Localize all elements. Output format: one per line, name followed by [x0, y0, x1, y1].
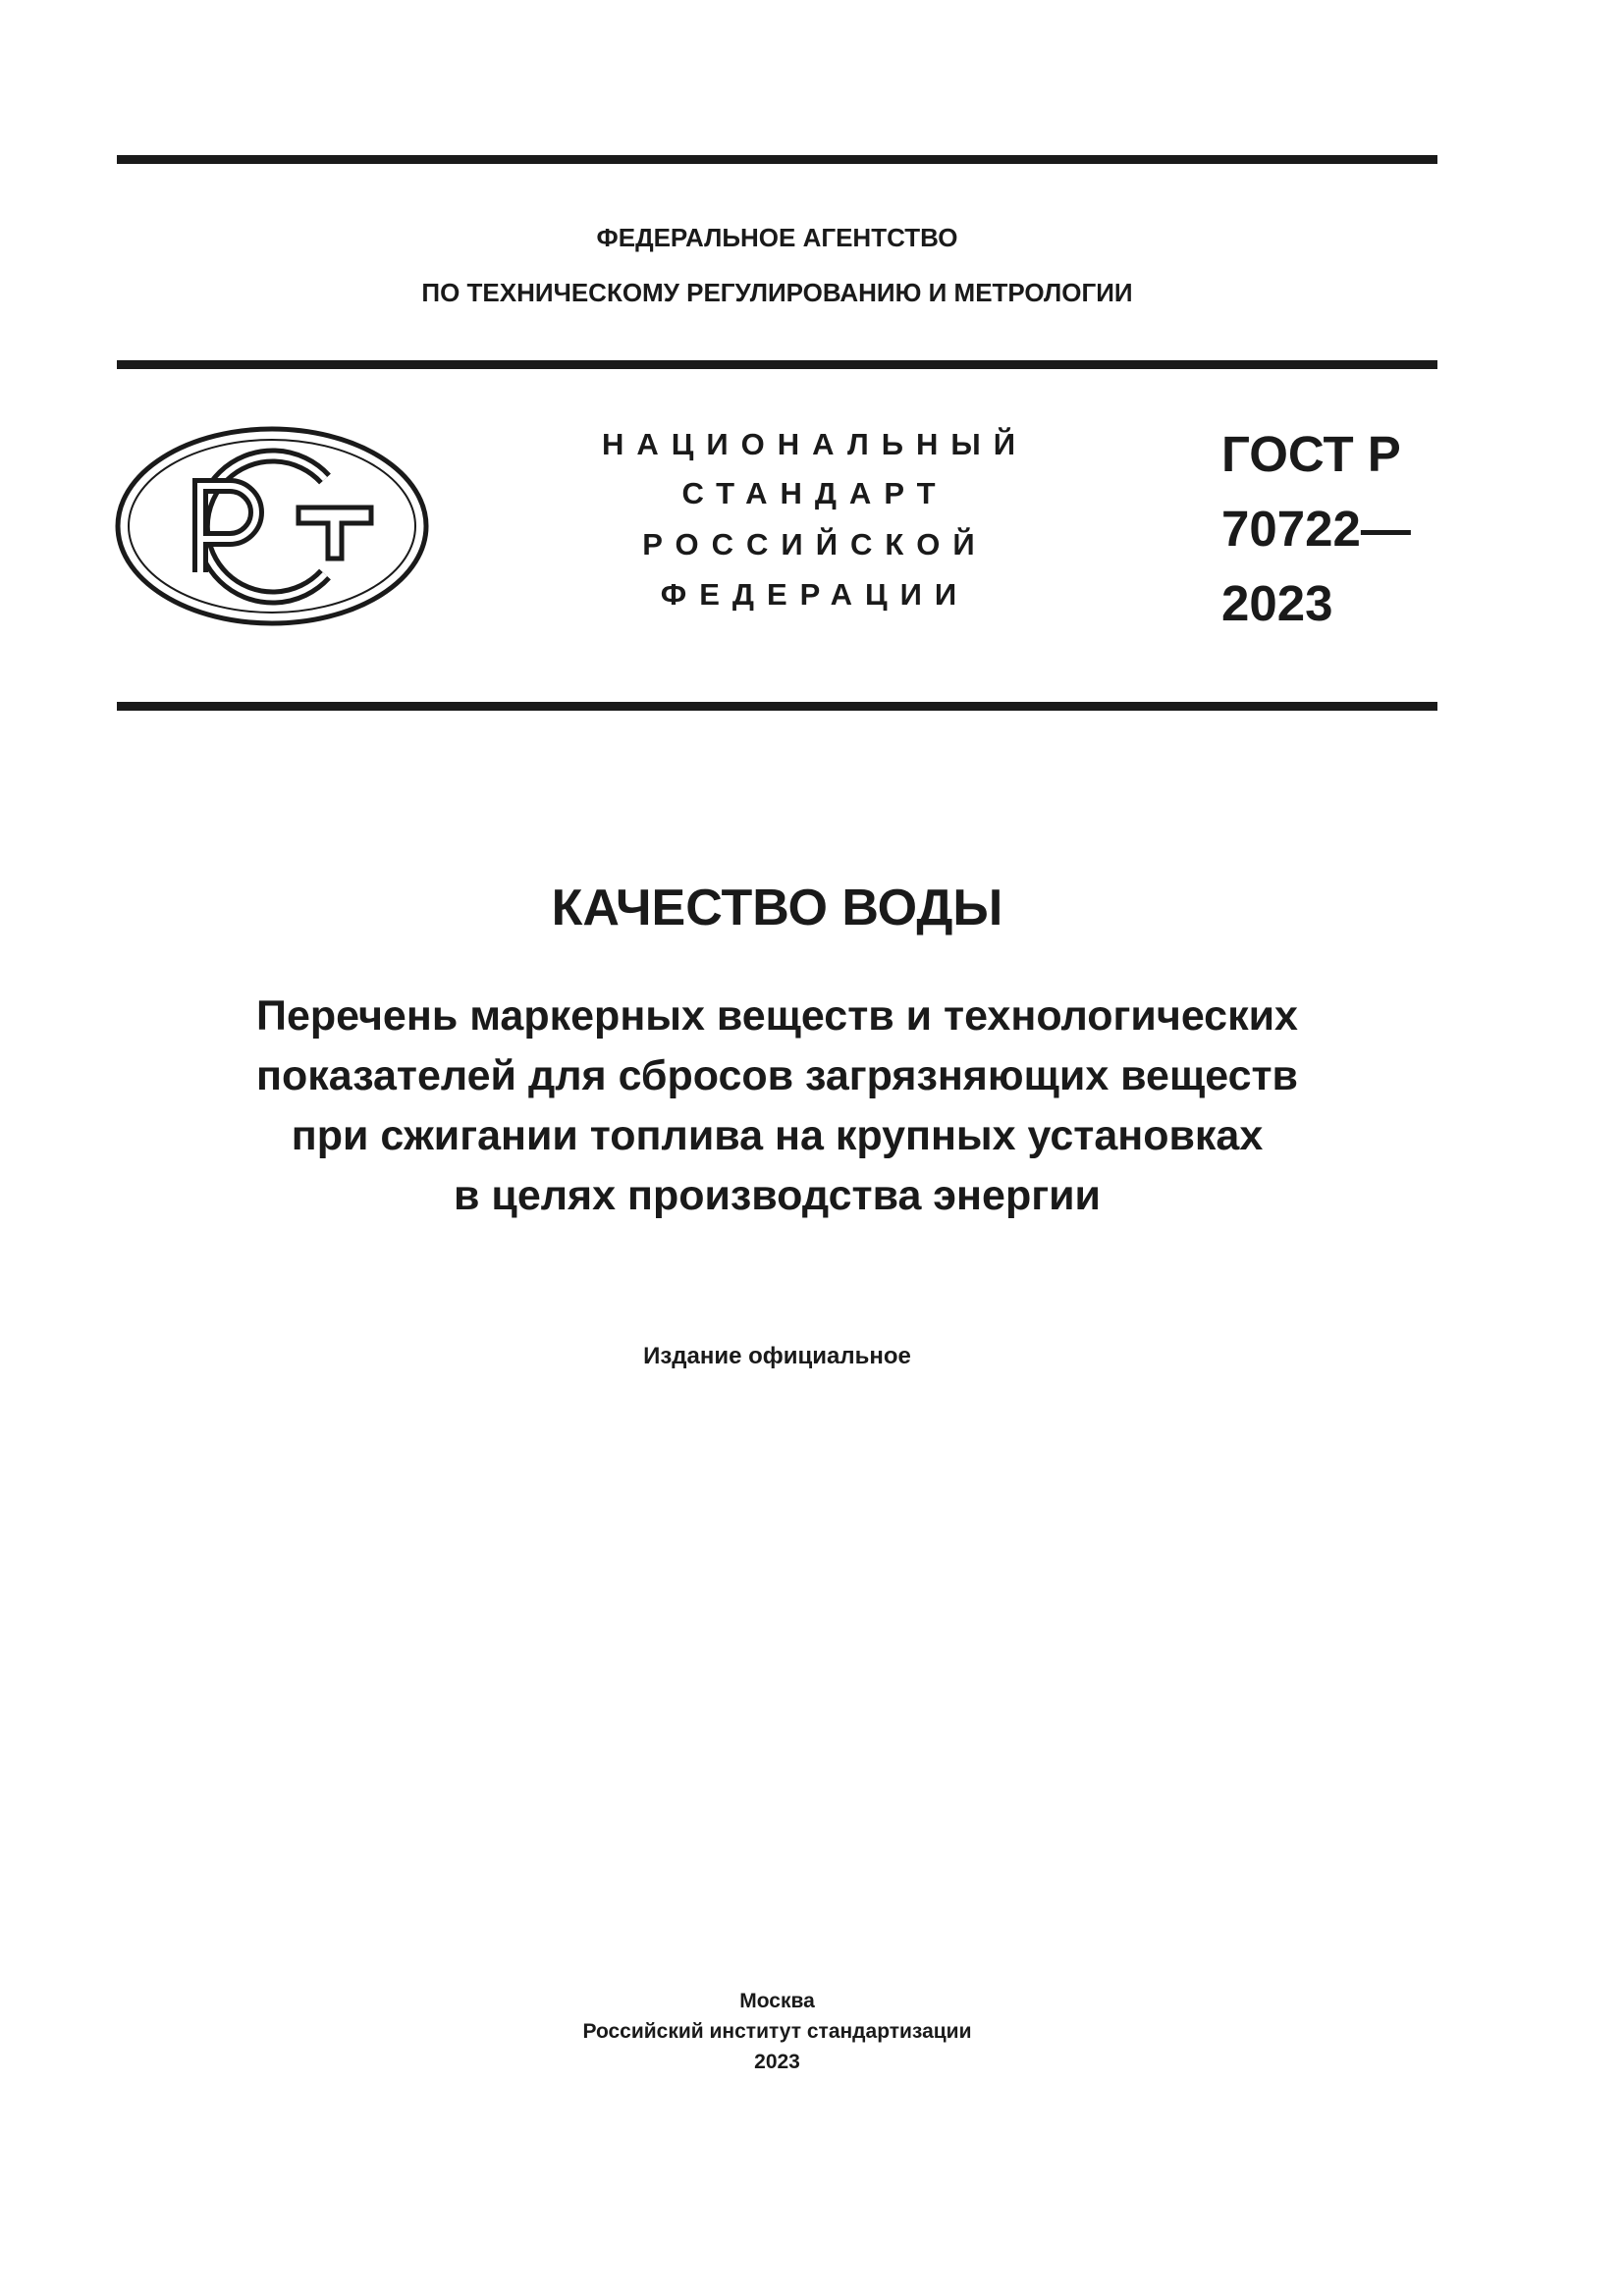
standard-type-line-4: ФЕДЕРАЦИИ [660, 577, 970, 612]
standard-type-line-3: РОССИЙСКОЙ [642, 527, 988, 561]
header-rule [117, 360, 1437, 369]
designation-line-1: ГОСТ Р [1221, 426, 1401, 482]
standard-designation [1221, 417, 1411, 641]
imprint-year: 2023 [754, 2051, 800, 2073]
middle-rule [117, 702, 1437, 711]
subtitle-line-2: показателей для сбросов загрязняющих веществ [256, 1052, 1298, 1099]
edition-note: Издание официальное [643, 1343, 911, 1369]
agency-line-1: ФЕДЕРАЛЬНОЕ АГЕНТСТВО [596, 223, 958, 252]
top-rule [117, 155, 1437, 164]
designation-line-2: 70722— [1221, 501, 1411, 557]
standard-type-line-1: НАЦИОНАЛЬНЫЙ [601, 427, 1029, 461]
rst-seal-icon [114, 425, 430, 627]
subtitle-line-1: Перечень маркерных веществ и технологических [256, 992, 1298, 1040]
document-title: КАЧЕСТВО ВОДЫ [551, 880, 1003, 936]
agency-line-2: ПО ТЕХНИЧЕСКОМУ РЕГУЛИРОВАНИЮ И МЕТРОЛОГИИ [421, 278, 1133, 307]
subtitle-line-3: при сжигании топлива на крупных установках [291, 1112, 1264, 1159]
standard-type-line-2: СТАНДАРТ [681, 476, 948, 510]
imprint [117, 1986, 1437, 2077]
document-subtitle [117, 987, 1437, 1226]
imprint-publisher: Российский институт стандартизации [582, 2020, 972, 2043]
subtitle-line-4: в целях производства энергии [454, 1172, 1101, 1219]
imprint-city: Москва [739, 1990, 815, 2012]
designation-line-3: 2023 [1221, 575, 1333, 631]
